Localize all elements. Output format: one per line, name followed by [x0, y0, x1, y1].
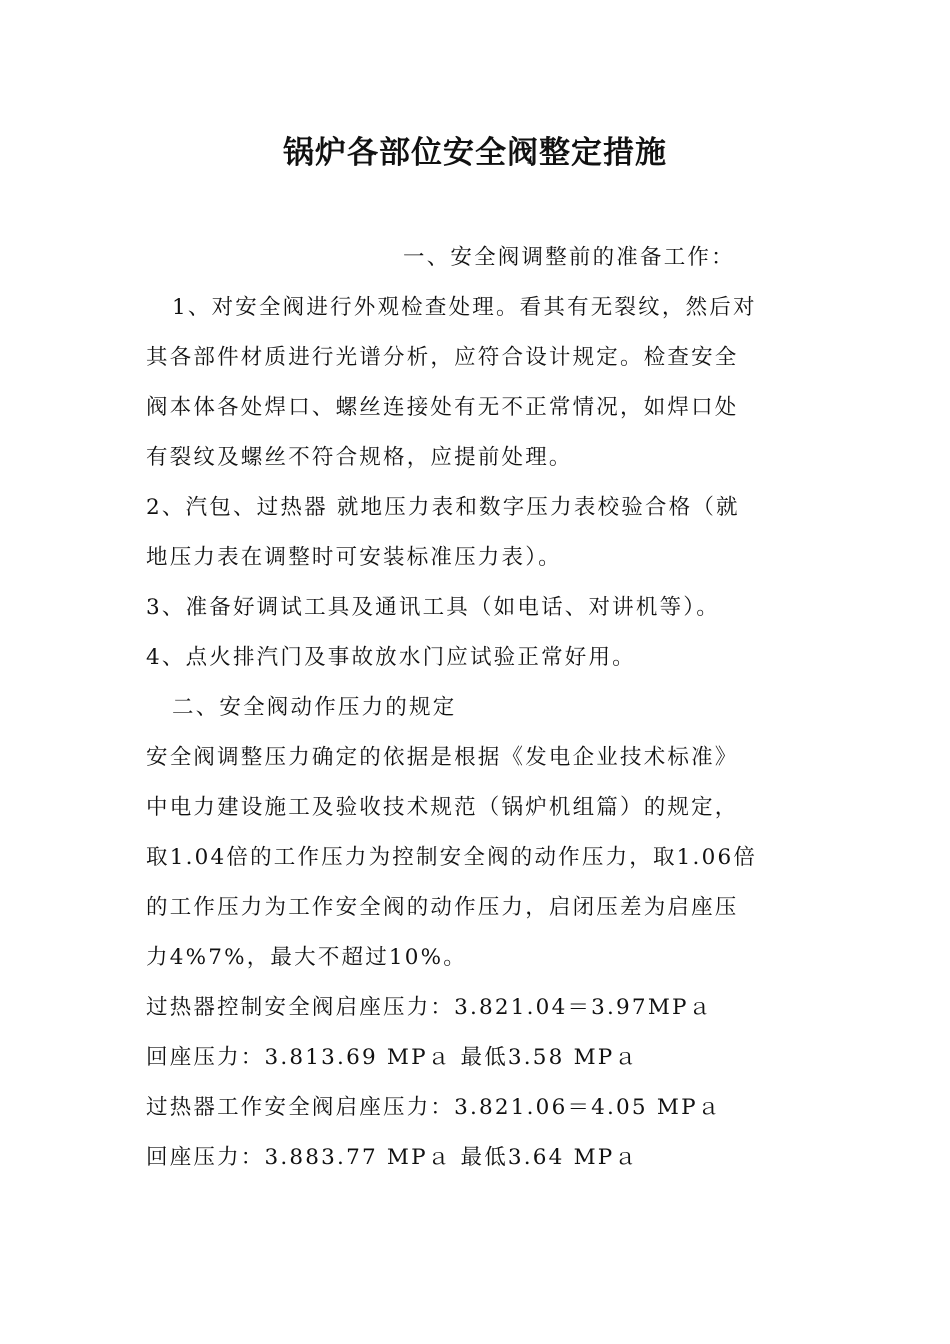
pressure-line: 过热器控制安全阀启座压力：3.821.04＝3.97MPａ — [146, 995, 713, 1020]
paragraph-line: 3、准备好调试工具及通讯工具（如电话、对讲机等）。 — [146, 595, 720, 620]
document-body — [146, 233, 810, 1183]
paragraph-line: 力4%7%，最大不超过10%。 — [146, 945, 468, 970]
paragraph-line: 其各部件材质进行光谱分析，应符合设计规定。检查安全 — [146, 345, 739, 370]
document-title: 锅炉各部位安全阀整定措施 — [283, 135, 667, 171]
section-heading-1: 一、安全阀调整前的准备工作： — [403, 245, 735, 270]
section-heading-2: 二、安全阀动作压力的规定 — [172, 695, 457, 720]
paragraph-line: 安全阀调整压力确定的依据是根据《发电企业技术标准》 — [146, 745, 739, 770]
pressure-line: 回座压力：3.883.77 MPａ 最低3.64 MPａ — [146, 1145, 639, 1170]
paragraph-line: 4、点火排汽门及事故放水门应试验正常好用。 — [146, 645, 636, 670]
paragraph-line: 取1.04倍的工作压力为控制安全阀的动作压力，取1.06倍 — [146, 845, 758, 870]
paragraph-line: 1、对安全阀进行外观检查处理。看其有无裂纹，然后对 — [172, 295, 757, 320]
paragraph-line: 阀本体各处焊口、螺丝连接处有无不正常情况，如焊口处 — [146, 395, 739, 420]
paragraph-line: 有裂纹及螺丝不符合规格，应提前处理。 — [146, 445, 573, 470]
pressure-line: 过热器工作安全阀启座压力：3.821.06＝4.05 MPａ — [146, 1095, 722, 1120]
paragraph-line: 的工作压力为工作安全阀的动作压力，启闭压差为启座压 — [146, 895, 739, 920]
paragraph-line: 中电力建设施工及验收技术规范（锅炉机组篇）的规定， — [146, 795, 739, 820]
paragraph-line: 地压力表在调整时可安装标准压力表）。 — [146, 545, 562, 570]
pressure-line: 回座压力：3.813.69 MPａ 最低3.58 MPａ — [146, 1045, 639, 1070]
paragraph-line: 2、汽包、过热器 就地压力表和数字压力表校验合格（就 — [146, 495, 740, 520]
